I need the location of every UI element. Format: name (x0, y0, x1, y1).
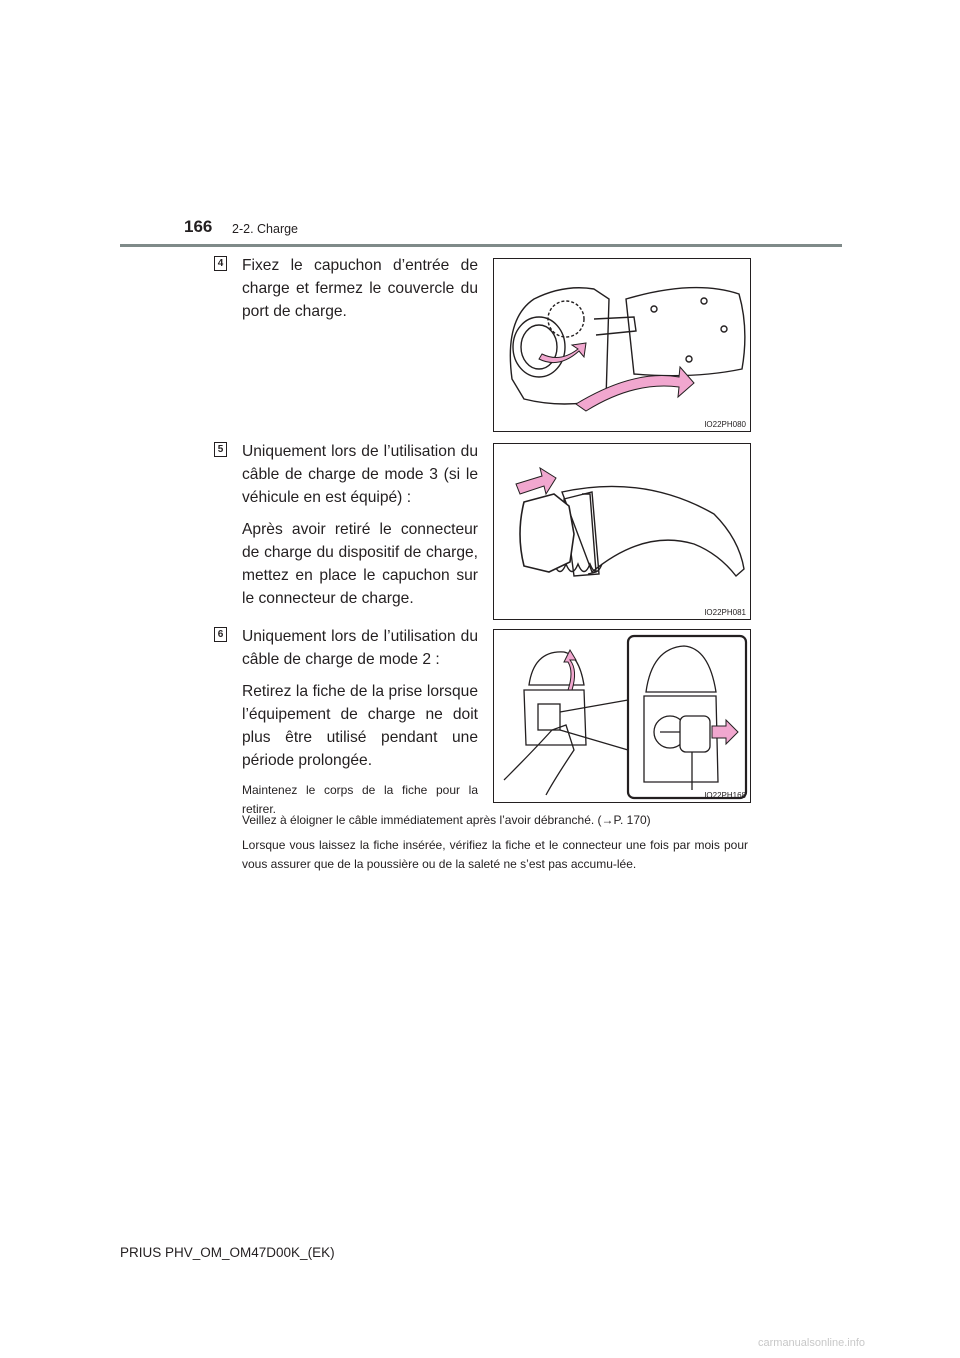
figure-code: IO22PH168 (704, 791, 746, 800)
charge-port-illustration (494, 259, 750, 431)
figure-code: IO22PH081 (704, 608, 746, 617)
step-paragraph: Uniquement lors de l’utilisation du câble de charge de mode 2 : (242, 628, 478, 668)
plug-removal-illustration (494, 630, 750, 802)
page-number: 166 (184, 217, 213, 236)
step-badge: 5 (214, 442, 227, 457)
step-badge: 4 (214, 256, 227, 271)
figure-plug-removal (493, 629, 751, 803)
step-text (242, 625, 478, 828)
step-small-note: Maintenez le corps de la fiche pour la retirer. (242, 783, 478, 816)
note-paragraph: Veillez à éloigner le câble immédiatement après l’avoir débranché. (→P. 170) (242, 813, 651, 827)
notes (242, 811, 748, 880)
step-paragraph: Uniquement lors de l’utilisation du câble de charge de mode 3 (si le véhicule en est équipé) : (242, 443, 478, 506)
figure-connector-cap (493, 443, 751, 620)
watermark: carmanualsonline.info (758, 1337, 866, 1349)
footer-document-code: PRIUS PHV_OM_OM47D00K_(EK) (120, 1245, 335, 1260)
step-paragraph: Fixez le capuchon d’entrée de charge et fermez le couvercle du port de charge. (242, 257, 478, 320)
step-text (242, 440, 478, 619)
section-title: 2-2. Charge (232, 222, 299, 236)
note-paragraph: Lorsque vous laissez la fiche insérée, vérifiez la fiche et le connecteur une fois par mois pour vous assurer que de la poussière ou de la saleté ne s’est pas accumu-lée. (242, 838, 748, 871)
connector-cap-illustration (494, 444, 750, 619)
figure-code: IO22PH080 (704, 420, 746, 429)
step-badge: 6 (214, 627, 227, 642)
step-text (242, 254, 478, 332)
step-paragraph: Retirez la fiche de la prise lorsque l’équipement de charge ne doit plus être utilisé pendant une période prolongée. (242, 683, 478, 769)
step-paragraph: Après avoir retiré le connecteur de charge du dispositif de charge, mettez en place le capuchon sur le connecteur de charge. (242, 521, 478, 607)
header-rule (120, 244, 842, 247)
figure-charge-port (493, 258, 751, 432)
